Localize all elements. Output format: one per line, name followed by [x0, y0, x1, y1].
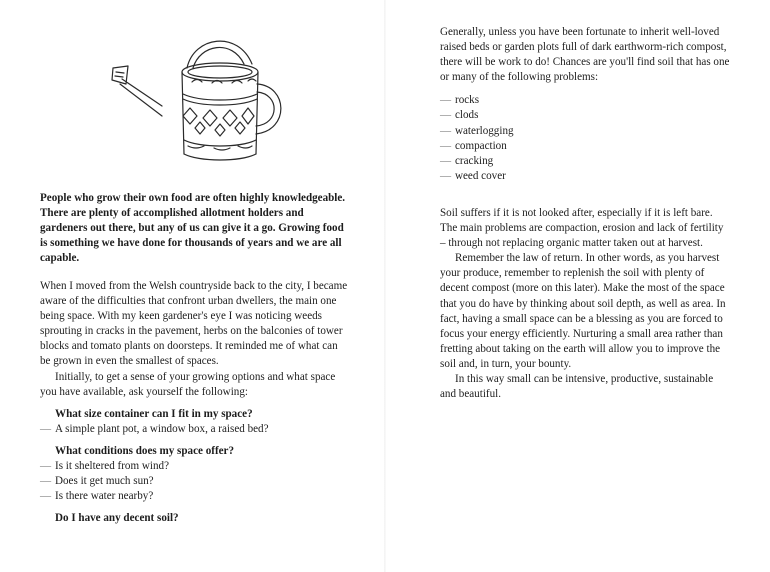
- answer-text: Does it get much sun?: [55, 475, 154, 488]
- problem-item: [440, 169, 730, 184]
- answer-text: A simple plant pot, a window box, a raised bed?: [55, 422, 269, 435]
- answer-item: [40, 459, 350, 474]
- dash-bullet: —: [40, 475, 52, 488]
- left-body: [40, 279, 350, 526]
- problem-item: [440, 124, 730, 139]
- problem-item: [440, 139, 730, 154]
- question-group: [40, 407, 350, 437]
- question-heading: What conditions does my space offer?: [55, 444, 235, 457]
- dash-bullet: —: [440, 169, 452, 182]
- paragraph: Generally, unless you have been fortunate to inherit well-loved raised beds or garden plots full of dark earthworm-rich compost, there will be work to do! Chances are you'll find soil that has one or many of the following problems:: [440, 26, 730, 84]
- watering-can-icon: [92, 22, 302, 162]
- intro-paragraph: [40, 191, 350, 266]
- dash-bullet: —: [440, 124, 452, 137]
- answer-item: [40, 422, 350, 437]
- question-heading: Do I have any decent soil?: [55, 512, 179, 525]
- question-heading: What size container can I fit in my space?: [55, 407, 253, 420]
- dash-bullet: —: [40, 490, 52, 503]
- answer-item: [40, 474, 350, 489]
- dash-bullet: —: [440, 94, 452, 107]
- problem-item: [440, 93, 730, 108]
- dash-bullet: —: [440, 109, 452, 122]
- problem-text: weed cover: [455, 169, 506, 182]
- problem-item: [440, 154, 730, 169]
- problem-item: [440, 108, 730, 123]
- problem-text: clods: [455, 109, 479, 122]
- right-top: [440, 25, 730, 184]
- paragraph: When I moved from the Welsh countryside back to the city, I became aware of the difficulties that confront urban dwellers, the main one being space. With my keen gardener's eye I was noticing weeds sprouting in cracks in the pavement, herbs on the balconies of tower blocks and tomato plants on doorsteps. It reminded me of what can be grown in even the smallest of spaces.: [40, 280, 348, 368]
- question-group: [40, 444, 350, 504]
- answer-item: [40, 489, 350, 504]
- problem-text: compaction: [455, 139, 507, 152]
- answer-text: Is it sheltered from wind?: [55, 460, 169, 473]
- paragraph: Soil suffers if it is not looked after, especially if it is left bare. The main problems are compaction, erosion and lack of fertility – through not replacing organic matter taken out at harvest.: [440, 207, 724, 250]
- problem-text: waterlogging: [455, 124, 514, 137]
- problem-list: [440, 93, 730, 184]
- problem-text: rocks: [455, 94, 480, 107]
- intro-text: People who grow their own food are often highly knowledgeable. There are plenty of accomplished allotment holders and gardeners out there, but any of us can give it a go. Growing food is something we have done for thousands of years and we are all capable.: [40, 192, 346, 265]
- dash-bullet: —: [40, 422, 52, 435]
- dash-bullet: —: [440, 139, 452, 152]
- paragraph: Remember the law of return. In other words, as you harvest your produce, remember to replenish the soil with plenty of decent compost (more on this later). Make the most of the space that you do have by thinking about soil depth, as well as area. In fact, having a small space can be a blessing as you are forced to focus your energy efficiently. Nurturing a small area rather than fretting about taking on the earth will allow you to improve the soil and, in turn, your bounty.: [440, 252, 726, 370]
- dash-bullet: —: [40, 460, 52, 473]
- answer-text: Is there water nearby?: [55, 490, 154, 503]
- dash-bullet: —: [440, 154, 452, 167]
- problem-text: cracking: [455, 154, 494, 167]
- paragraph: Initially, to get a sense of your growing options and what space you have available, ask yourself the following:: [40, 370, 336, 398]
- right-body: [440, 206, 730, 402]
- question-group: [40, 511, 350, 526]
- paragraph: In this way small can be intensive, productive, sustainable and beautiful.: [440, 373, 714, 401]
